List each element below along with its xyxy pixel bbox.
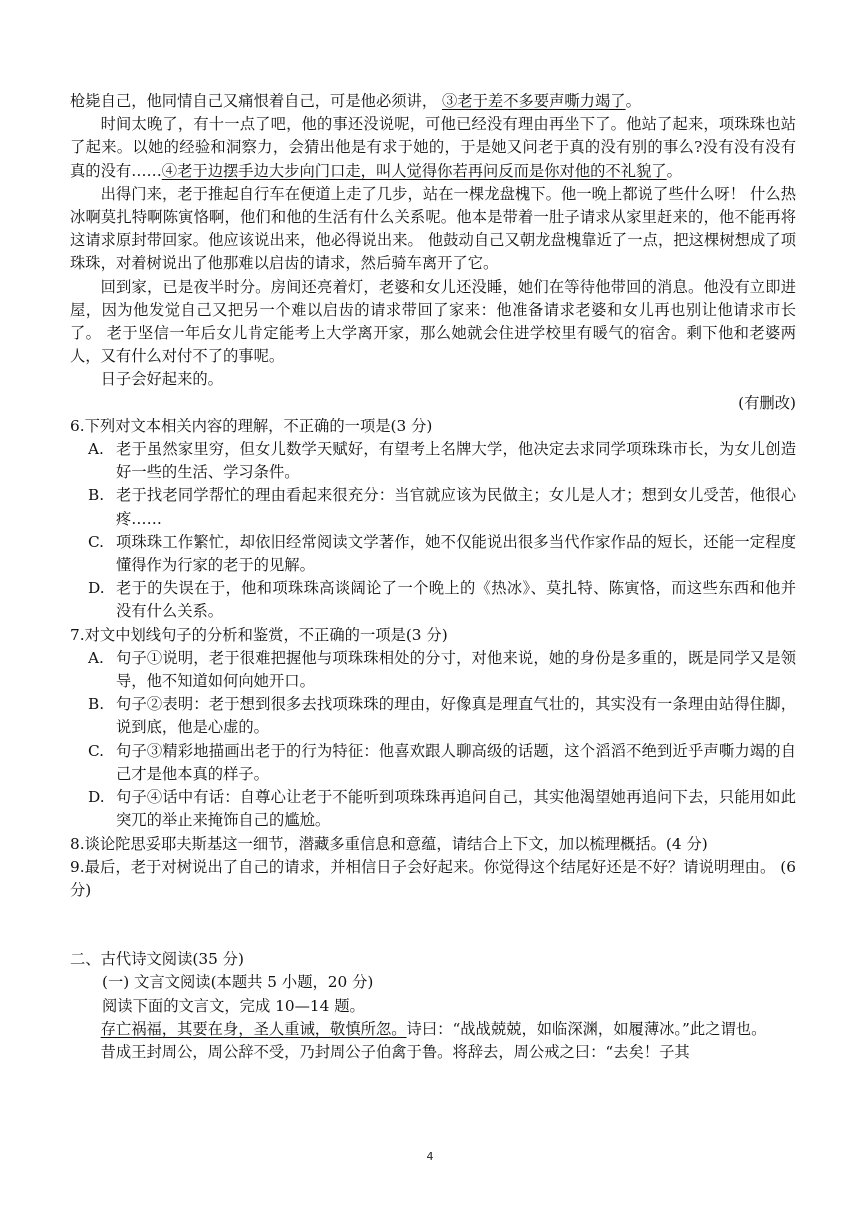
question-6-stem: 6.下列对文本相关内容的理解，不正确的一项是(3 分) — [70, 416, 433, 435]
question-7-stem: 7.对文中划线句子的分析和鉴赏，不正确的一项是(3 分) — [70, 625, 448, 644]
page-number: 4 — [426, 1150, 434, 1163]
passage-paragraph-5: 日子会好起来的。 — [100, 370, 223, 389]
question-7-option-d: D. 句子④话中有话：自尊心让老于不能听到项珠珠再追问自己，其实他渴望她再追问下去，只能用如此突兀的举止来掩饰自己的尴尬。 — [88, 788, 796, 830]
section-2-subsection-title: (一) 文言文阅读(本题共 5 小题，20 分) — [102, 973, 374, 992]
section-2-title: 二、古代诗文阅读(35 分) — [70, 950, 244, 969]
question-8: 8.谈论陀思妥耶夫斯基这一细节，潜藏多重信息和意蕴，请结合上下文，加以梳理概括。(4 分) — [70, 834, 708, 853]
passage-paragraph-4: 回到家，已是夜半时分。房间还亮着灯，老婆和女儿还没睡，她们在等待他带回的消息。他没有立即进屋，因为他发觉自己又把另一个难以启齿的请求带回了家来：他准备请求老婆和女儿再也别让他请求市长了。 老于坚信一年后女儿肯定能考上大学离开家，那么她就会住进学校里有暖气的宿舍。剩下他和老婆两人，又有什么对付不了的事呢。 — [70, 277, 796, 366]
question-7-option-c: C. 句子③精彩地描画出老于的行为特征：他喜欢跟人聊高级的话题，这个滔滔不绝到近乎声嘶力竭的自己才是他本真的样子。 — [88, 741, 796, 783]
question-6-option-c: C. 项珠珠工作繁忙，却依旧经常阅读文学著作，她不仅能说出很多当代作家作品的短长，还能一定程度懂得作为行家的老于的见解。 — [88, 532, 796, 575]
question-6-option-d: D. 老于的失误在于，他和项珠珠高谈阔论了一个晚上的《热冰》、莫扎特、陈寅恪，而这些东西和他并没有什么关系。 — [88, 579, 796, 621]
spacer — [70, 902, 796, 948]
passage-paragraph-1: 枪毙自己，他同情自己又痛恨着自己，可是他必须讲， ③老于差不多要声嘶力竭了。 — [70, 92, 641, 110]
underlined-classical-sentence: 存亡祸福，其要在身，圣人重诫，敬慎所忽。 — [100, 1019, 407, 1038]
underlined-sentence-4: ④老于边摆手边大步向门口走，叫人觉得你若再问反而是你对他的不礼貌了 — [161, 161, 667, 180]
question-6 — [70, 415, 796, 624]
abridged-note: (有删改) — [738, 393, 796, 412]
passage-paragraph-3: 出得门来，老于推起自行车在便道上走了几步，站在一棵龙盘槐下。他一晚上都说了些什么呀！ 什么热冰啊莫扎特啊陈寅恪啊，他们和他的生活有什么关系呢。他本是带着一肚子请求从家里赶来的，他不能再将这请求原封带回家。他应该说出来，他必得说出来。 他鼓动自己又朝龙盘槐靠近了一点，把这棵树想成了项珠珠，对着树说出了他那难以启齿的请求，然后骑车离开了它。 — [70, 184, 796, 273]
passage-paragraph-2: 时间太晚了，有十一点了吧，他的事还没说呢，可他已经没有理由再坐下了。他站了起来，项珠珠也站了起来。以她的经验和洞察力，会猜出他是有求于她的，于是她又问老于真的没有别的事么?没有没有没有真的没有……④老于边摆手边大步向门口走，叫人觉得你若再问反而是你对他的不礼貌了。 — [70, 115, 796, 180]
question-6-option-a: A. 老于虽然家里穷，但女儿数学天赋好，有望考上名牌大学，他决定去求同学项珠珠市长，为女儿创造好一些的生活、学习条件。 — [88, 440, 796, 482]
question-7-option-a: A. 句子①说明，老于很难把握他与项珠珠相处的分寸，对他来说，她的身份是多重的，既是同学又是领导，他不知道如何向她开口。 — [88, 648, 796, 691]
page-content — [70, 90, 796, 1064]
classical-text-paragraph-2: 昔成王封周公，周公辞不受，乃封周公子伯禽于鲁。将辞去，周公戒之曰：“去矣！子其 — [100, 1042, 690, 1061]
question-7-option-b: B. 句子②表明：老于想到很多去找项珠珠的理由，好像真是理直气壮的，其实没有一条理由站得住脚，说到底，他是心虚的。 — [88, 695, 796, 737]
question-7 — [70, 624, 796, 833]
classical-text-paragraph-1: 存亡祸福，其要在身，圣人重诫，敬慎所忽。诗曰：“战战兢兢，如临深渊，如履薄冰。”此之谓也。 — [100, 1019, 767, 1038]
question-6-option-b: B. 老于找老同学帮忙的理由看起来很充分：当官就应该为民做主；女儿是人才；想到女儿受苦，他很心疼…… — [88, 486, 796, 528]
question-9: 9.最后，老于对树说出了自己的请求，并相信日子会好起来。你觉得这个结尾好还是不好？请说明理由。 (6 分) — [70, 857, 796, 899]
section-2-instruction: 阅读下面的文言文，完成 10—14 题。 — [102, 996, 365, 1015]
underlined-sentence-3: ③老于差不多要声嘶力竭了 — [442, 92, 626, 110]
